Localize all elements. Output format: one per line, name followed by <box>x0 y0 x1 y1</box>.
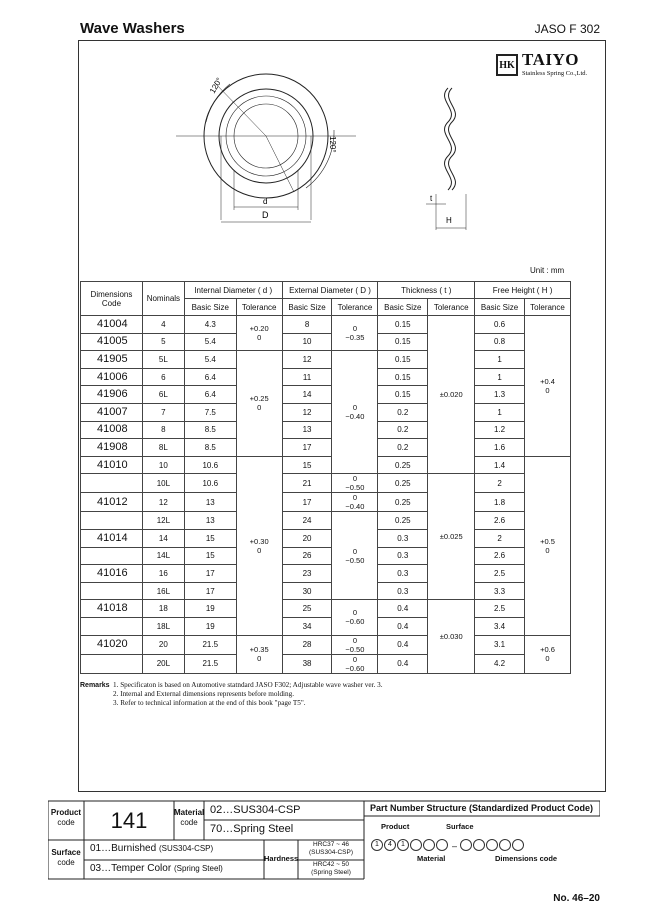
cell-internal-diameter: 21.5 <box>184 635 236 654</box>
product-code-label: code <box>57 818 75 827</box>
company-logo <box>496 48 594 86</box>
cell-nominal: 12 <box>142 493 184 512</box>
pn-digit-circle: 1 <box>371 839 383 851</box>
cell-external-diameter: 8 <box>282 316 332 334</box>
header-free-height: Free Height ( H ) <box>475 282 571 299</box>
cell-nominal: 6L <box>142 386 184 404</box>
pn-empty-circle <box>473 839 485 851</box>
cell-free-height: 1.4 <box>475 456 525 474</box>
product-code-value: 141 <box>110 808 148 833</box>
cell-internal-tolerance: +0.30 0 <box>236 456 282 635</box>
material-option-2: 70…Spring Steel <box>210 823 294 835</box>
header-tolerance: Tolerance <box>524 299 570 316</box>
cell-external-diameter: 17 <box>282 439 332 457</box>
cell-nominal: 7 <box>142 403 184 421</box>
cell-dimensions-code: 41005 <box>81 333 143 351</box>
dim-t-label: t <box>430 194 433 203</box>
cell-free-height-tolerance: +0.6 0 <box>524 635 570 673</box>
surface-option-2-material: (Spring Steel) <box>173 864 223 873</box>
header-basic-size: Basic Size <box>282 299 332 316</box>
cell-nominal: 18L <box>142 617 184 635</box>
pn-empty-circle <box>423 839 435 851</box>
cell-dimensions-code: 41004 <box>81 316 143 334</box>
pn-code-circles: 1 4 1 – <box>371 836 525 854</box>
cell-internal-diameter: 15 <box>184 547 236 565</box>
cell-free-height: 2.5 <box>475 565 525 583</box>
table-row <box>81 512 571 530</box>
cell-thickness: 0.3 <box>378 565 428 583</box>
cell-free-height: 3.1 <box>475 635 525 654</box>
cell-external-tolerance: 0 −0.50 <box>332 512 378 600</box>
cell-external-tolerance: 0 −0.60 <box>332 600 378 635</box>
cell-free-height: 1.6 <box>475 439 525 457</box>
cell-external-tolerance: 0 −0.60 <box>332 654 378 673</box>
cell-external-diameter: 11 <box>282 368 332 386</box>
cell-external-diameter: 21 <box>282 474 332 493</box>
cell-external-tolerance: 0 −0.50 <box>332 635 378 654</box>
table-row <box>81 547 571 565</box>
cell-free-height: 1.8 <box>475 493 525 512</box>
remark-line: 3. Refer to technical information at the end of this book "page T5". <box>113 699 306 707</box>
cell-dimensions-code <box>81 512 143 530</box>
cell-thickness: 0.25 <box>378 456 428 474</box>
table-row <box>81 386 571 404</box>
hardness-label: Hardness <box>264 854 299 863</box>
table-row <box>81 529 571 547</box>
remark-line: 2. Internal and External dimensions represents before molding. <box>113 690 295 698</box>
cell-free-height: 3.4 <box>475 617 525 635</box>
logo-mark: HK <box>496 54 518 76</box>
cell-dimensions-code: 41906 <box>81 386 143 404</box>
cell-internal-diameter: 17 <box>184 565 236 583</box>
pn-surface-label: Surface <box>446 822 474 831</box>
cell-nominal: 10 <box>142 456 184 474</box>
table-row <box>81 565 571 583</box>
cell-internal-diameter: 13 <box>184 512 236 530</box>
dim-H-label: H <box>446 216 452 225</box>
cell-external-diameter: 38 <box>282 654 332 673</box>
page-title: Wave Washers <box>80 20 185 37</box>
remarks-label: Remarks <box>80 682 110 689</box>
table-row <box>81 493 571 512</box>
cell-internal-diameter: 10.6 <box>184 474 236 493</box>
pn-digit-circle: 4 <box>384 839 396 851</box>
cell-internal-diameter: 8.5 <box>184 439 236 457</box>
cell-thickness: 0.2 <box>378 421 428 439</box>
cell-internal-tolerance: +0.20 0 <box>236 316 282 351</box>
cell-internal-diameter: 8.5 <box>184 421 236 439</box>
header-internal-diameter: Internal Diameter ( d ) <box>184 282 282 299</box>
pn-empty-circle <box>499 839 511 851</box>
material-option-1: 02…SUS304-CSP <box>210 804 301 816</box>
pn-empty-circle <box>512 839 524 851</box>
header-tolerance: Tolerance <box>332 299 378 316</box>
cell-external-diameter: 17 <box>282 493 332 512</box>
header-nominals: Nominals <box>142 282 184 316</box>
cell-external-diameter: 26 <box>282 547 332 565</box>
table-row <box>81 333 571 351</box>
cell-external-diameter: 28 <box>282 635 332 654</box>
cell-thickness: 0.4 <box>378 617 428 635</box>
cell-dimensions-code <box>81 474 143 493</box>
cell-internal-diameter: 21.5 <box>184 654 236 673</box>
cell-nominal: 14 <box>142 529 184 547</box>
cell-thickness: 0.3 <box>378 529 428 547</box>
pn-product-label: Product <box>381 822 410 831</box>
cell-internal-diameter: 7.5 <box>184 403 236 421</box>
table-row <box>81 600 571 618</box>
cell-dimensions-code: 41012 <box>81 493 143 512</box>
pn-empty-circle <box>410 839 422 851</box>
cell-free-height: 1.3 <box>475 386 525 404</box>
part-number-structure-title: Part Number Structure (Standardized Product Code) <box>370 803 594 813</box>
material-label: Material <box>174 808 205 817</box>
cell-thickness: 0.4 <box>378 635 428 654</box>
cell-dimensions-code <box>81 582 143 600</box>
table-row <box>81 474 571 493</box>
table-row <box>81 617 571 635</box>
cell-dimensions-code: 41007 <box>81 403 143 421</box>
cell-internal-diameter: 10.6 <box>184 456 236 474</box>
pn-material-label: Material <box>417 854 446 863</box>
cell-free-height: 2.6 <box>475 512 525 530</box>
surface-label: Surface <box>51 848 81 857</box>
cell-thickness: 0.25 <box>378 474 428 493</box>
cell-external-diameter: 10 <box>282 333 332 351</box>
table-row <box>81 316 571 334</box>
cell-internal-tolerance: +0.35 0 <box>236 635 282 673</box>
cell-dimensions-code: 41020 <box>81 635 143 654</box>
cell-external-tolerance: 0 −0.40 <box>332 493 378 512</box>
cell-external-diameter: 20 <box>282 529 332 547</box>
cell-dimensions-code: 41905 <box>81 351 143 369</box>
pn-empty-circle <box>460 839 472 851</box>
pn-digit-circle: 1 <box>397 839 409 851</box>
cell-internal-diameter: 6.4 <box>184 368 236 386</box>
spec-table-body <box>81 316 571 674</box>
cell-thickness: 0.3 <box>378 547 428 565</box>
cell-thickness: 0.4 <box>378 654 428 673</box>
cell-internal-diameter: 6.4 <box>184 386 236 404</box>
cell-external-diameter: 25 <box>282 600 332 618</box>
cell-nominal: 16L <box>142 582 184 600</box>
cell-nominal: 6 <box>142 368 184 386</box>
spec-table <box>80 281 571 674</box>
header-external-diameter: External Diameter ( D ) <box>282 282 378 299</box>
cell-free-height: 2.5 <box>475 600 525 618</box>
remark-line: 1. Specificaton is based on Automotive statndard JASO F302; Adjustable wave washer ver. 3. <box>113 681 383 689</box>
cell-thickness: 0.15 <box>378 368 428 386</box>
cell-external-tolerance: 0 −0.35 <box>332 316 378 351</box>
cell-nominal: 5L <box>142 351 184 369</box>
dim-d-label: d <box>263 197 268 206</box>
surface-option-1: 01…Burnished <box>90 843 157 854</box>
angle-label-1: 120° <box>207 76 225 95</box>
cell-free-height: 1 <box>475 368 525 386</box>
cell-nominal: 18 <box>142 600 184 618</box>
cell-nominal: 5 <box>142 333 184 351</box>
surface-option-1-material: (SUS304-CSP) <box>158 844 214 853</box>
table-row <box>81 582 571 600</box>
pn-empty-circle <box>436 839 448 851</box>
table-row <box>81 368 571 386</box>
cell-external-diameter: 23 <box>282 565 332 583</box>
table-row <box>81 403 571 421</box>
cell-thickness-tolerance: ±0.030 <box>428 600 475 673</box>
cell-thickness: 0.25 <box>378 493 428 512</box>
cell-nominal: 12L <box>142 512 184 530</box>
logo-name: TAIYO <box>522 50 579 69</box>
cell-external-diameter: 15 <box>282 456 332 474</box>
cell-dimensions-code: 41008 <box>81 421 143 439</box>
cell-thickness: 0.15 <box>378 351 428 369</box>
cell-free-height-tolerance: +0.4 0 <box>524 316 570 457</box>
cell-thickness: 0.15 <box>378 333 428 351</box>
cell-free-height: 1 <box>475 351 525 369</box>
header-thickness: Thickness ( t ) <box>378 282 475 299</box>
header-tolerance: Tolerance <box>428 299 475 316</box>
cell-thickness: 0.2 <box>378 439 428 457</box>
cell-free-height: 1.2 <box>475 421 525 439</box>
logo-subtitle: Stainless Spring Co.,Ltd. <box>522 70 588 77</box>
material-code-label: code <box>180 818 198 827</box>
cell-nominal: 16 <box>142 565 184 583</box>
cell-nominal: 8L <box>142 439 184 457</box>
cell-internal-diameter: 19 <box>184 617 236 635</box>
table-row <box>81 456 571 474</box>
cell-thickness: 0.3 <box>378 582 428 600</box>
remarks <box>80 681 600 711</box>
cell-free-height-tolerance: +0.5 0 <box>524 456 570 635</box>
cell-dimensions-code <box>81 617 143 635</box>
cell-internal-diameter: 17 <box>184 582 236 600</box>
hardness-2-value: HRC42 ~ 50 <box>313 861 349 868</box>
cell-external-tolerance: 0 −0.40 <box>332 351 378 474</box>
cell-internal-diameter: 13 <box>184 493 236 512</box>
cell-nominal: 20 <box>142 635 184 654</box>
cell-dimensions-code <box>81 654 143 673</box>
cell-dimensions-code: 41014 <box>81 529 143 547</box>
cell-free-height: 0.8 <box>475 333 525 351</box>
product-code-block <box>48 800 600 880</box>
table-row <box>81 635 571 654</box>
cell-internal-diameter: 19 <box>184 600 236 618</box>
pn-dimensions-code-label: Dimensions code <box>495 854 558 863</box>
surface-code-label: code <box>57 858 75 867</box>
cell-external-diameter: 30 <box>282 582 332 600</box>
cell-external-diameter: 12 <box>282 403 332 421</box>
cell-nominal: 20L <box>142 654 184 673</box>
cell-dimensions-code: 41018 <box>81 600 143 618</box>
cell-internal-diameter: 5.4 <box>184 333 236 351</box>
cell-dimensions-code: 41908 <box>81 439 143 457</box>
cell-thickness: 0.4 <box>378 600 428 618</box>
cell-nominal: 10L <box>142 474 184 493</box>
cell-dimensions-code: 41016 <box>81 565 143 583</box>
hardness-1-material: (SUS304-CSP) <box>308 849 354 856</box>
cell-dimensions-code: 41010 <box>81 456 143 474</box>
cell-external-diameter: 34 <box>282 617 332 635</box>
cell-thickness: 0.15 <box>378 386 428 404</box>
cell-thickness-tolerance: ±0.020 <box>428 316 475 474</box>
cell-free-height: 2.6 <box>475 547 525 565</box>
cell-free-height: 0.6 <box>475 316 525 334</box>
dim-D-label: D <box>262 210 269 220</box>
cell-free-height: 1 <box>475 403 525 421</box>
cell-external-diameter: 13 <box>282 421 332 439</box>
cell-nominal: 14L <box>142 547 184 565</box>
standard-label: JASO F 302 <box>534 22 600 36</box>
header-code: Dimensions Code <box>81 282 143 316</box>
cell-dimensions-code: 41006 <box>81 368 143 386</box>
cell-nominal: 8 <box>142 421 184 439</box>
cell-external-tolerance: 0 −0.50 <box>332 474 378 493</box>
header-basic-size: Basic Size <box>475 299 525 316</box>
washer-drawing <box>170 70 490 240</box>
hardness-2-material: (Spring Steel) <box>311 869 351 876</box>
pn-empty-circle <box>486 839 498 851</box>
cell-thickness: 0.2 <box>378 403 428 421</box>
cell-dimensions-code <box>81 547 143 565</box>
hardness-1-value: HRC37 ~ 46 <box>313 841 349 848</box>
cell-internal-tolerance: +0.25 0 <box>236 351 282 457</box>
table-row <box>81 654 571 673</box>
cell-external-diameter: 14 <box>282 386 332 404</box>
cell-nominal: 4 <box>142 316 184 334</box>
cell-free-height: 2 <box>475 474 525 493</box>
unit-label: Unit : mm <box>530 266 565 275</box>
page-number: No. 46–20 <box>553 893 600 904</box>
cell-internal-diameter: 15 <box>184 529 236 547</box>
angle-label-2: 120° <box>328 136 337 153</box>
cell-internal-diameter: 5.4 <box>184 351 236 369</box>
cell-thickness: 0.25 <box>378 512 428 530</box>
cell-thickness: 0.15 <box>378 316 428 334</box>
table-row <box>81 421 571 439</box>
table-row <box>81 351 571 369</box>
header-basic-size: Basic Size <box>378 299 428 316</box>
cell-external-diameter: 24 <box>282 512 332 530</box>
cell-free-height: 4.2 <box>475 654 525 673</box>
table-row <box>81 439 571 457</box>
header-tolerance: Tolerance <box>236 299 282 316</box>
surface-option-2: 03…Temper Color <box>90 863 172 874</box>
cell-internal-diameter: 4.3 <box>184 316 236 334</box>
cell-free-height: 3.3 <box>475 582 525 600</box>
header-basic-size: Basic Size <box>184 299 236 316</box>
cell-free-height: 2 <box>475 529 525 547</box>
product-label: Product <box>50 808 82 817</box>
cell-external-diameter: 12 <box>282 351 332 369</box>
cell-thickness-tolerance: ±0.025 <box>428 474 475 600</box>
